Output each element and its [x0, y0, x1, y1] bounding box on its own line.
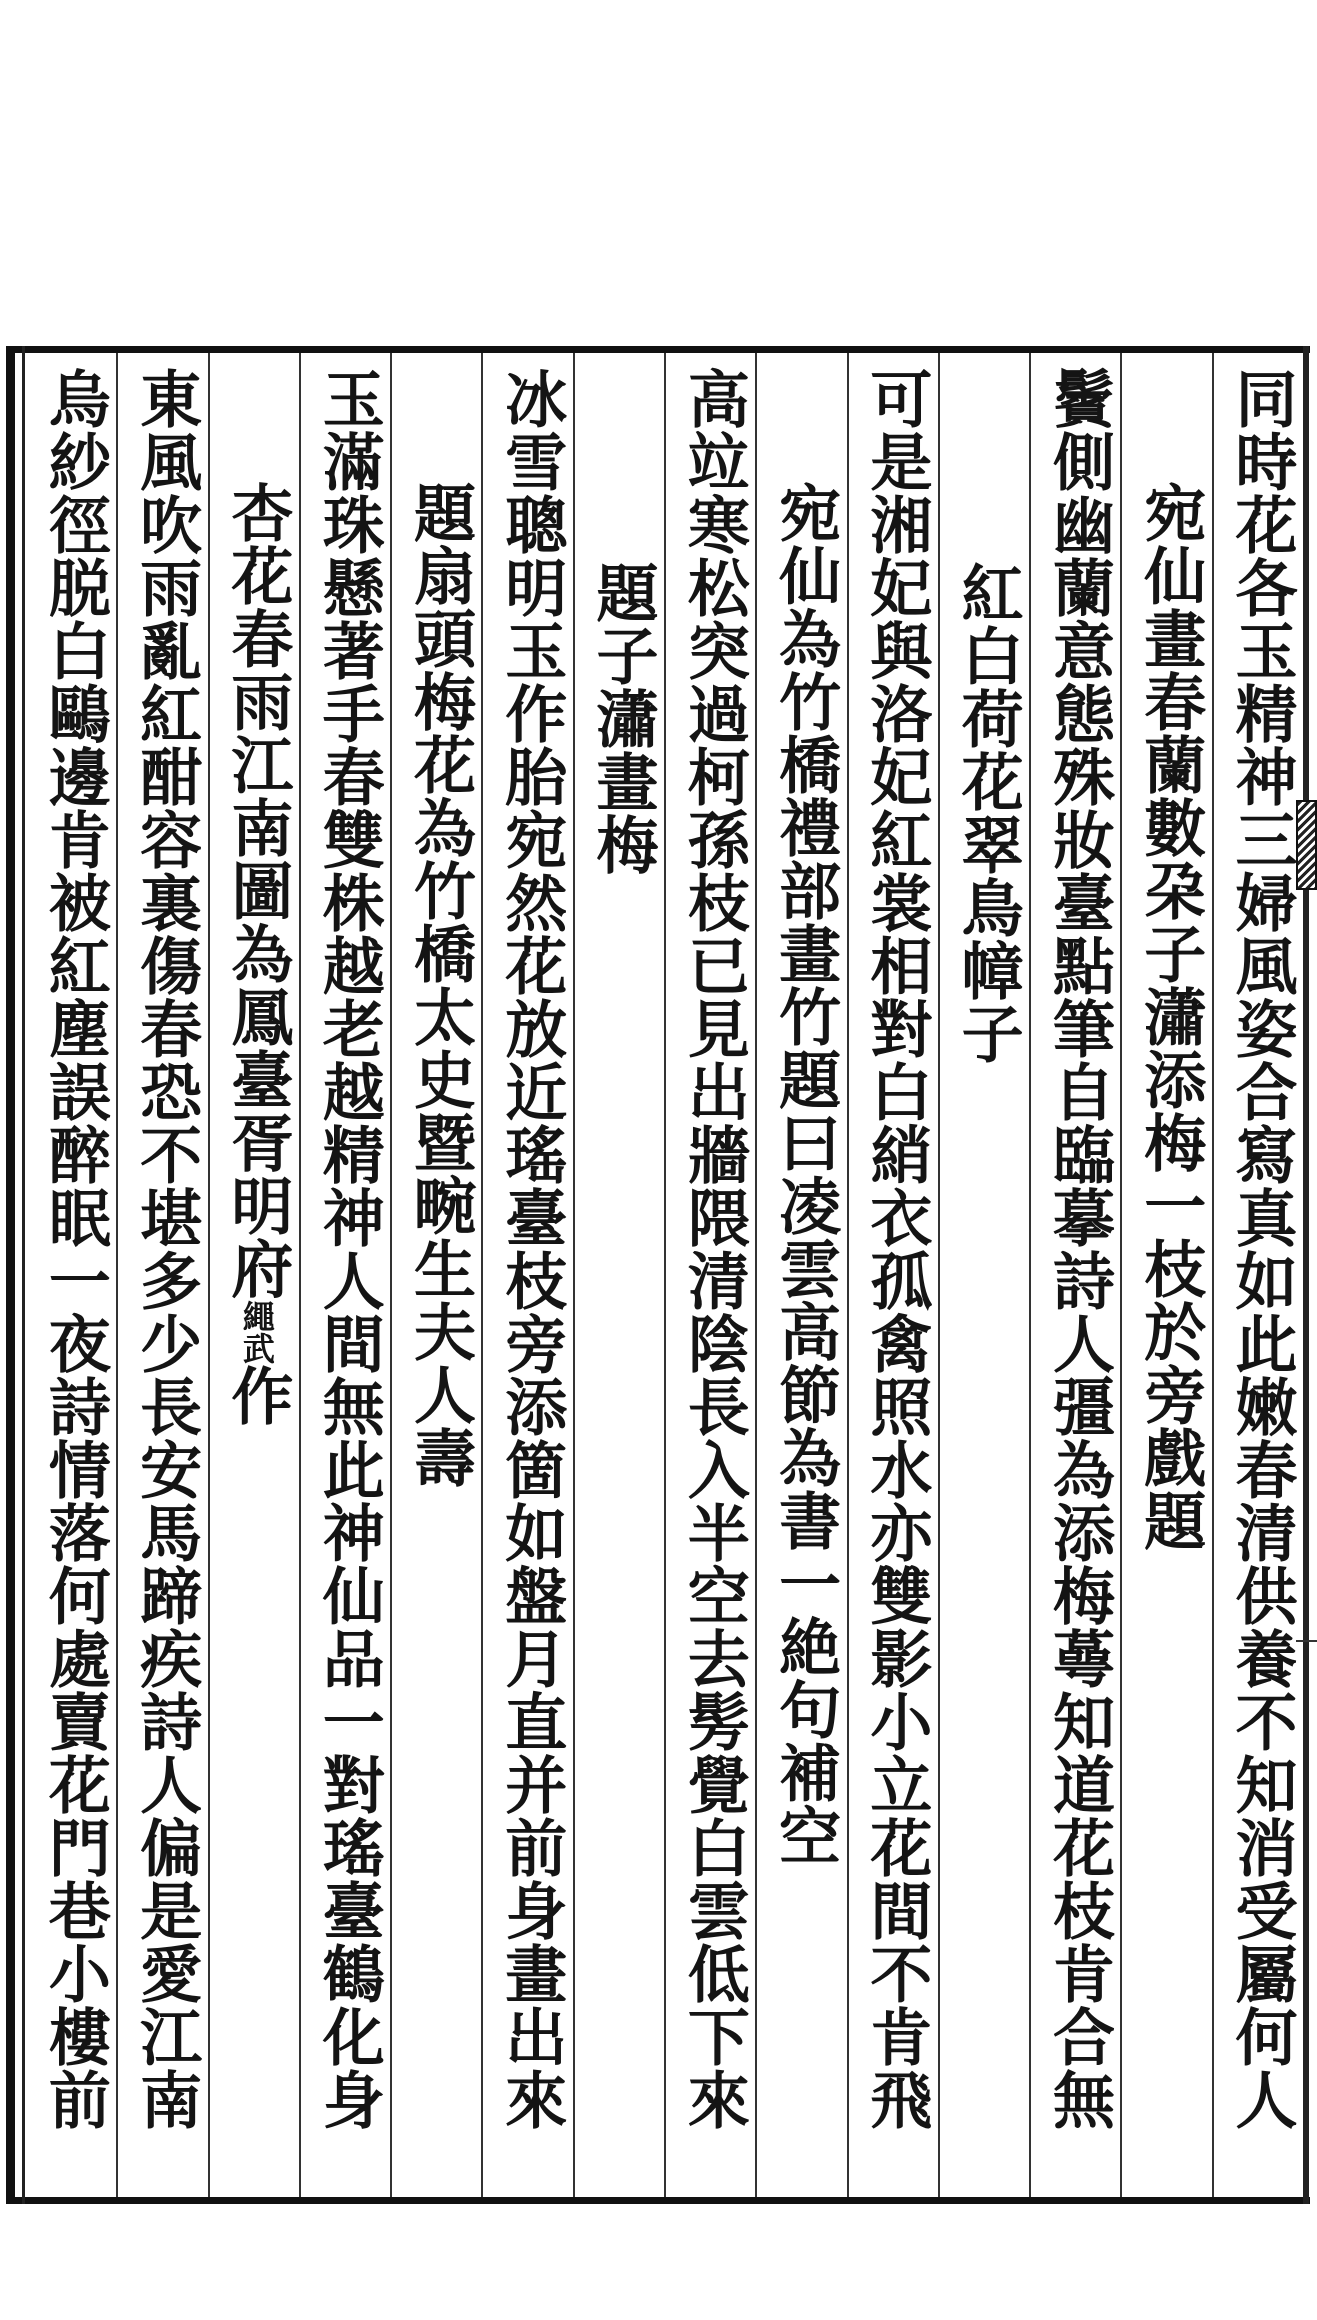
- poem-title: 紅白荷花翠鳥幛子: [951, 561, 1025, 1065]
- poem-title-main: 杏花春雨江南圖為鳳臺胥明府: [220, 481, 294, 1300]
- text-column: [938, 353, 1029, 2197]
- poem-title: [210, 481, 299, 1427]
- poem-title: 題子瀟畫梅: [586, 561, 660, 876]
- text-columns: [25, 353, 1303, 2197]
- text-column: [481, 353, 572, 2197]
- text-column: [116, 353, 207, 2197]
- poem-line: 玉滿珠懸著手春雙株越老越精神人間無此神仙品一對瑤臺鶴化身: [312, 367, 386, 2131]
- text-column: [847, 353, 938, 2197]
- poem-line: 東風吹雨亂紅酣容裏傷春恐不堪多少長安馬蹄疾詩人偏是愛江南: [129, 367, 203, 2131]
- text-column: [573, 353, 664, 2197]
- poem-title: 宛仙畫春蘭數朶子瀟添梅一枝於旁戲題: [1133, 481, 1207, 1552]
- text-column: [390, 353, 481, 2197]
- frame-right-rule: [1303, 346, 1309, 2204]
- author-note: 繩武: [237, 1300, 276, 1364]
- poem-line: 同時花各玉精神三婦風姿合寫真如此嫩春清供養不知消受屬何人: [1225, 367, 1298, 2131]
- text-column: [664, 353, 755, 2197]
- poem-title-suffix: 作: [220, 1364, 294, 1427]
- text-column: [755, 353, 846, 2197]
- text-column: [1120, 353, 1211, 2197]
- text-column: [1212, 353, 1303, 2197]
- poem-line: 鬢側幽蘭意態殊妝臺點筆自臨摹詩人彊為添梅蕚知道花枝肯合無: [1042, 367, 1116, 2131]
- poem-line: 烏紗徑脱白鷗邊肯被紅塵誤醉眠一夜詩情落何處賣花門巷小樓前: [38, 367, 112, 2131]
- text-column: [1029, 353, 1120, 2197]
- poem-line: 高竝寒松突過柯孫枝已見出牆隈清陰長入半空去髣覺白雲低下來: [677, 367, 751, 2131]
- text-column: [299, 353, 390, 2197]
- text-column: [25, 353, 116, 2197]
- poem-line: 冰雪聰明玉作胎宛然花放近瑤臺枝旁添箇如盤月直并前身畫出來: [494, 367, 568, 2131]
- poem-line: 可是湘妃與洛妃紅裳相對白綃衣孤禽照水亦雙影小立花間不肯飛: [859, 367, 933, 2131]
- poem-title: 題扇頭梅花為竹橋太史暨畹生夫人壽: [403, 481, 477, 1489]
- poem-title: 宛仙為竹橋禮部畫竹題曰凌雲高節為書一絶句補空: [768, 481, 842, 1867]
- text-column: [208, 353, 299, 2197]
